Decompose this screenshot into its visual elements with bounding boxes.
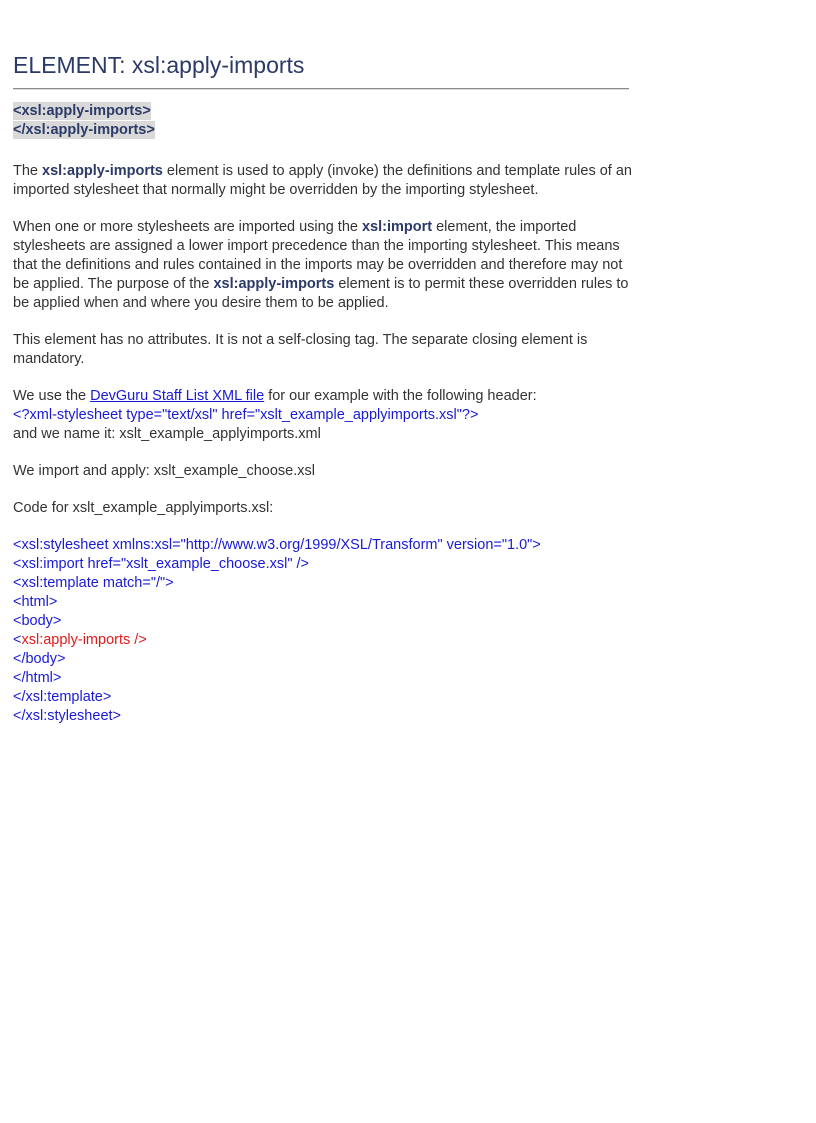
code-line: </xsl:template> — [13, 689, 112, 705]
code-line: <html> — [13, 594, 58, 610]
code-line: </xsl:stylesheet> — [13, 708, 121, 724]
code-line: <xsl:import href="xslt_example_choose.xsl" /> — [13, 556, 309, 572]
import-note: We import and apply: xslt_example_choose.xsl — [13, 463, 315, 479]
code-line: </body> — [13, 651, 66, 667]
title-divider — [13, 88, 629, 90]
code-line: <xsl:template match="/"> — [13, 575, 174, 591]
syntax-close-tag: </xsl:apply-imports> — [13, 122, 155, 138]
xml-file-name: and we name it: xslt_example_applyimports.xml — [13, 426, 321, 442]
page-title: ELEMENT: xsl:apply-imports — [13, 52, 305, 78]
staff-list-xml-link[interactable]: DevGuru Staff List XML file — [90, 388, 265, 404]
code-line: <xsl:stylesheet xmlns:xsl="http://www.w3.org/1999/XSL/Transform" version="1.0"> — [13, 537, 541, 553]
attributes-paragraph: This element has no attributes. It is not a self-closing tag. The separate closing element is mandatory. — [13, 332, 588, 367]
code-line-highlighted: <xsl:apply-imports /> — [13, 632, 147, 648]
syntax-block — [13, 102, 653, 140]
import-precedence-paragraph: When one or more stylesheets are imported using the xsl:import element, the imported stylesheets are assigned a lower import precedence than the importing stylesheet. This means that the definitions and rules contained in the imports may be overridden and therefore may not be applied. The purpose of the xsl:apply-imports element is to permit these overridden rules to be applied when and where you desire them to be applied. — [13, 219, 629, 311]
code-caption: Code for xslt_example_applyimports.xsl: — [13, 500, 274, 516]
code-block — [13, 536, 653, 726]
example-intro-paragraph: We use the DevGuru Staff List XML file for our example with the following header: <?xml-stylesheet type="text/xsl" href="xslt_example_applyimports.xsl"?> and we name it: xslt_example_applyimports.xml — [13, 388, 537, 442]
highlighted-element: xsl:apply-imports — [21, 632, 131, 648]
code-line: <body> — [13, 613, 62, 629]
xml-header-code: <?xml-stylesheet type="text/xsl" href="xslt_example_applyimports.xsl"?> — [13, 407, 479, 423]
description-paragraph: The xsl:apply-imports element is used to apply (invoke) the definitions and template rules of an imported stylesheet that normally might be overridden by the importing stylesheet. — [13, 163, 632, 198]
syntax-open-tag: <xsl:apply-imports> — [13, 103, 151, 119]
element-name: xsl:apply-imports — [42, 163, 163, 179]
code-line: </html> — [13, 670, 62, 686]
